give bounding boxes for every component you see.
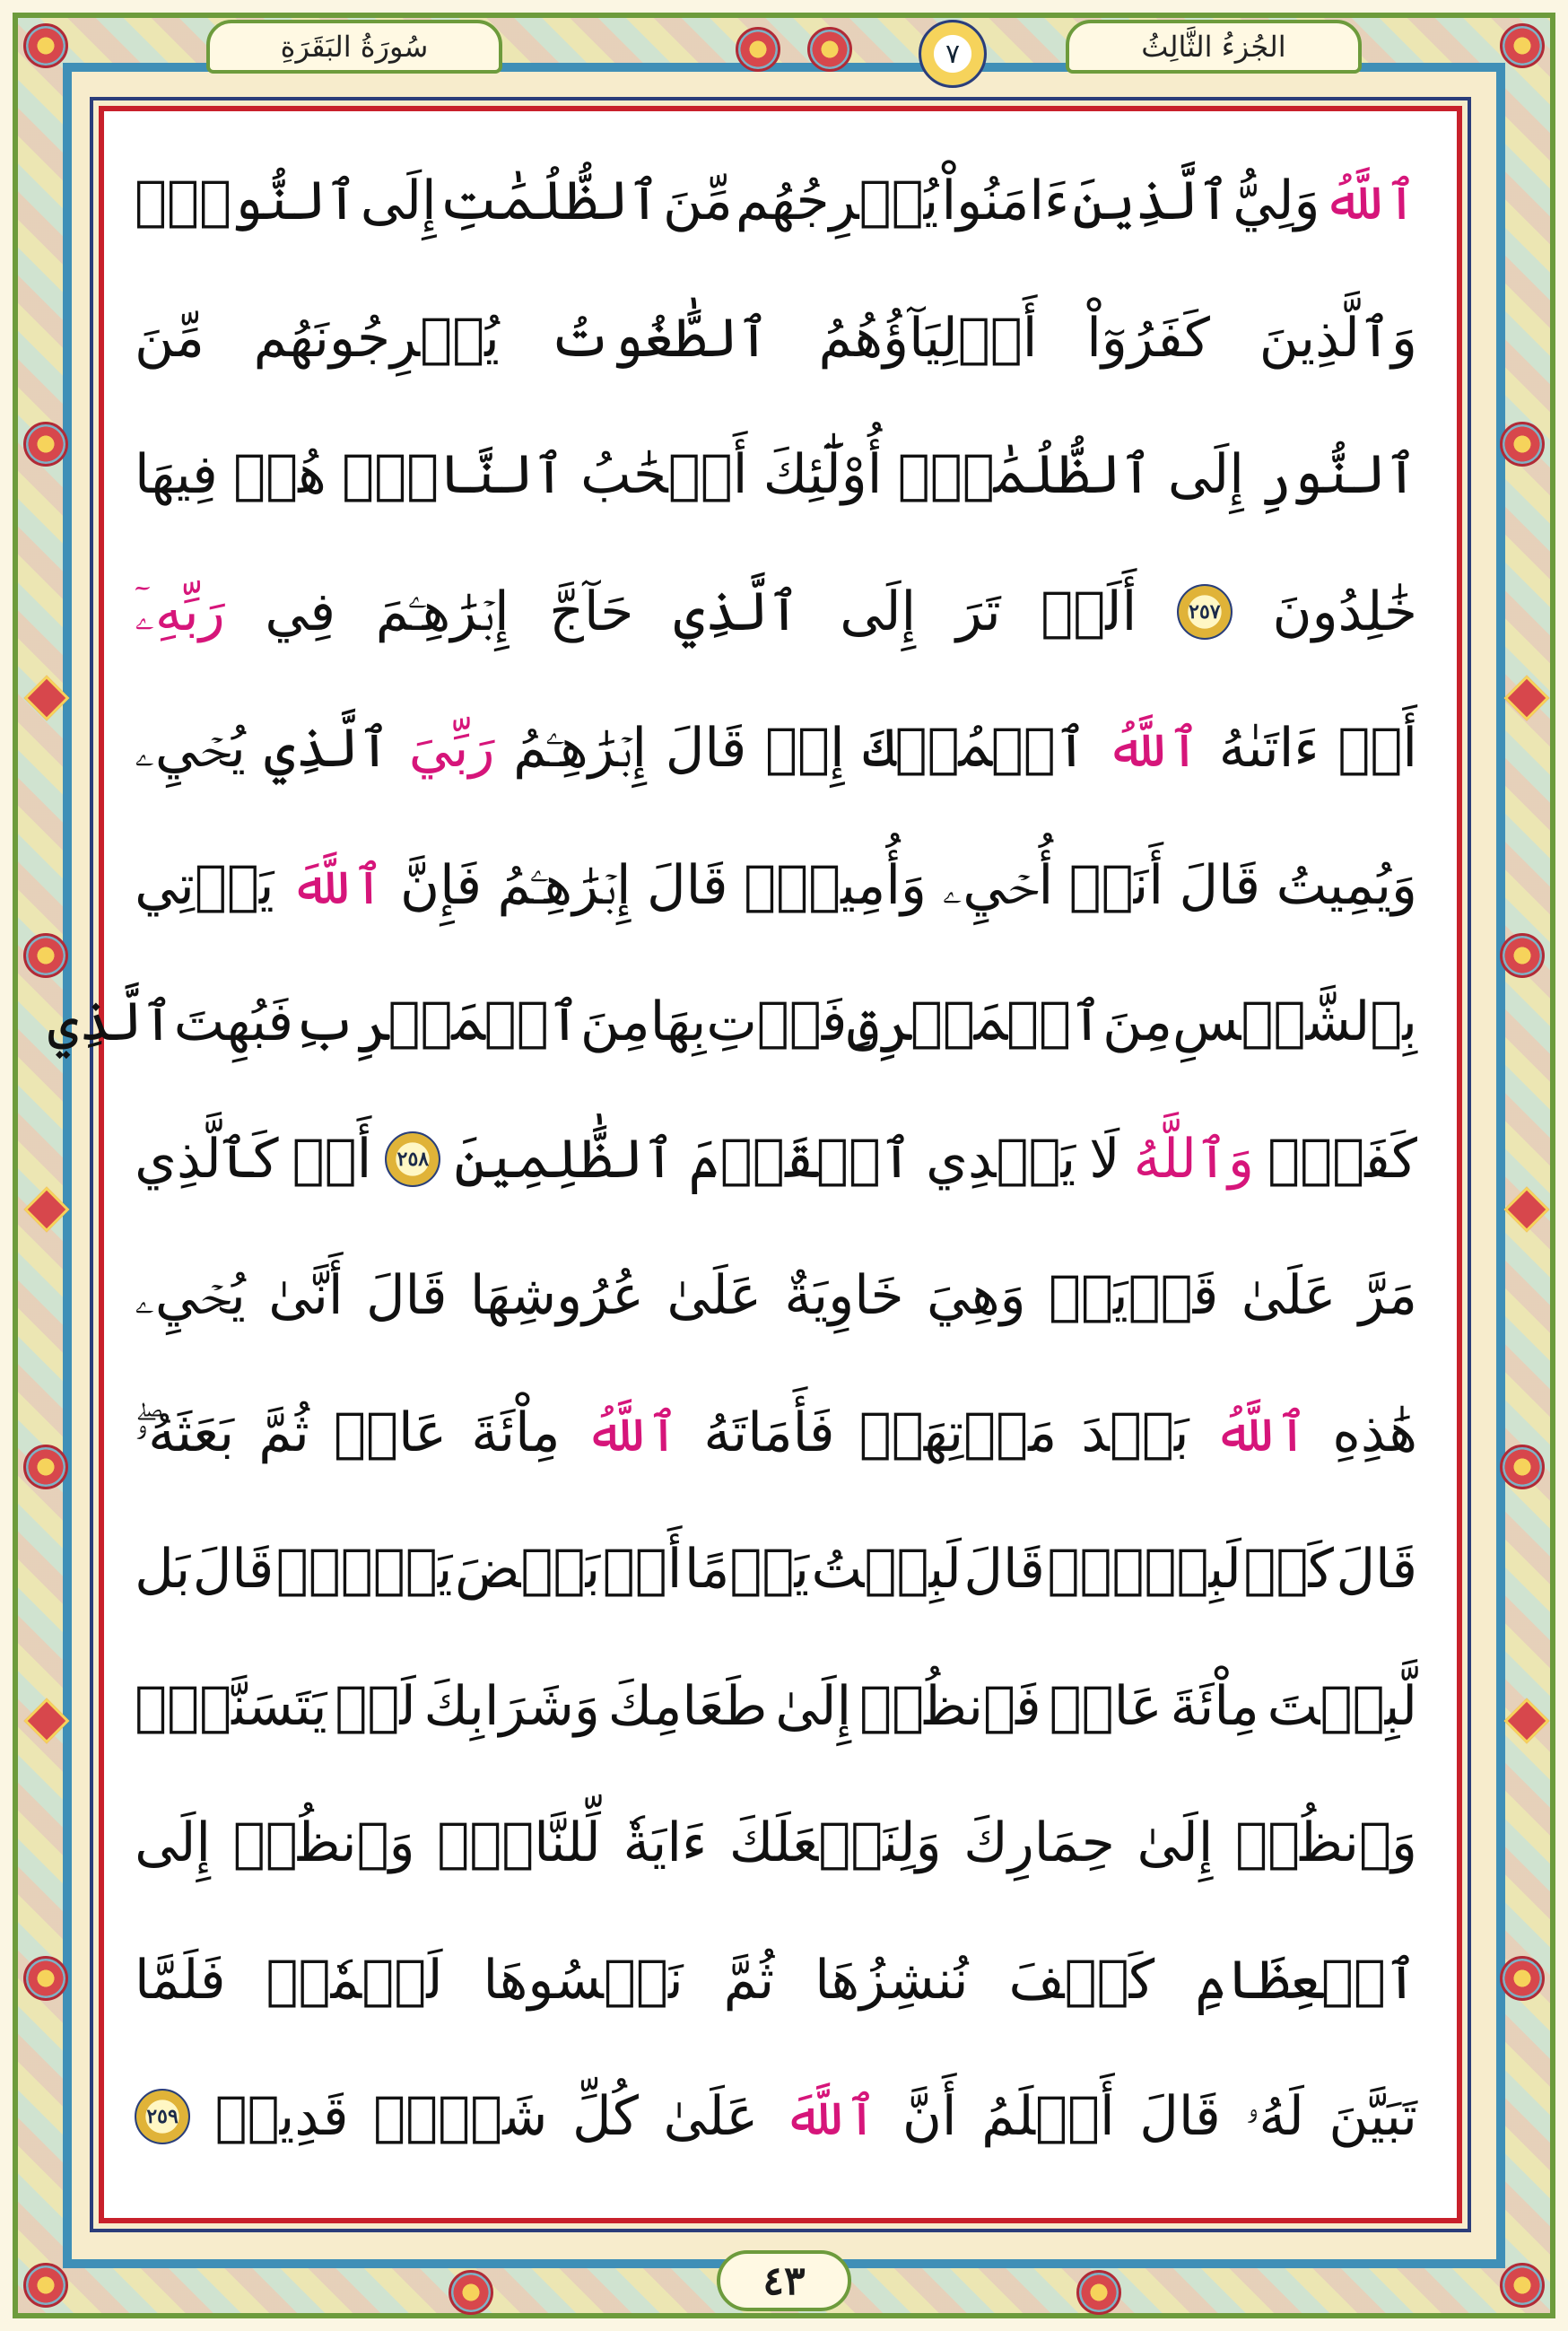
rosette-ornament bbox=[1500, 1956, 1545, 2001]
text-line bbox=[135, 680, 1417, 817]
word: فَٱنظُرۡ bbox=[859, 1674, 1041, 1738]
word: أَنَا۠ bbox=[1068, 853, 1164, 917]
word: ءَايَةٗ bbox=[623, 1812, 708, 1875]
word: ءَامَنُواْ bbox=[941, 170, 1070, 233]
rosette-ornament bbox=[807, 27, 852, 72]
word: ٱلَّذِي bbox=[264, 717, 391, 781]
word: أَوۡلِيَآؤُهُمُ bbox=[818, 306, 1038, 370]
word: مِاْئَةَ bbox=[1170, 1674, 1259, 1738]
text-line bbox=[135, 1091, 1417, 1228]
word: وَشَرَابِكَ bbox=[423, 1674, 600, 1738]
word: ٱلنَّارِۖ bbox=[342, 443, 565, 507]
word: ٱلۡقَوۡمَ bbox=[688, 1127, 913, 1191]
word: ٱلظُّلُمَٰتِۗ bbox=[897, 443, 1153, 507]
word: وَلِنَجۡعَلَكَ bbox=[728, 1812, 942, 1875]
word: ٱلطَّٰغُوتُ bbox=[548, 306, 770, 370]
word: لَمۡ bbox=[335, 1674, 416, 1738]
word: يُخۡرِجُهُم bbox=[735, 170, 939, 233]
text-line bbox=[135, 817, 1417, 955]
text-line bbox=[135, 270, 1417, 407]
text-line bbox=[135, 1227, 1417, 1365]
quran-text-block bbox=[48, 133, 1417, 2196]
word: إِلَى bbox=[360, 170, 437, 233]
word: ثُمَّ bbox=[258, 1401, 309, 1464]
word: عَلَىٰ bbox=[666, 1264, 762, 1328]
word: ٱلنُّورِ bbox=[1259, 443, 1417, 507]
word: فَأَمَاتَهُ bbox=[703, 1401, 835, 1464]
word: لَهُۥ bbox=[1245, 2085, 1304, 2149]
word: قَالَ bbox=[1179, 853, 1261, 917]
word: إِلَى bbox=[135, 1812, 212, 1875]
word: ءَاتَىٰهُ bbox=[1218, 717, 1320, 781]
text-line bbox=[135, 406, 1417, 544]
word: بَل bbox=[135, 1538, 191, 1602]
word: أَصۡحَٰبُ bbox=[580, 443, 748, 507]
word: هَٰذِهِ bbox=[1332, 1401, 1417, 1464]
word: أَوۡ bbox=[602, 1538, 683, 1602]
word: ٱلۡعِظَامِ bbox=[1195, 1948, 1417, 2012]
word: نَكۡسُوهَا bbox=[483, 1948, 684, 2012]
word: أَوۡ bbox=[292, 1127, 372, 1191]
word: ٱلَّذِي bbox=[674, 580, 800, 643]
word: كَمۡ bbox=[1243, 1538, 1334, 1602]
word: بَعۡضَ bbox=[455, 1538, 601, 1602]
word: مِنَ bbox=[579, 991, 650, 1054]
word: خَاوِيَةٌ bbox=[784, 1264, 904, 1328]
rosette-ornament bbox=[1500, 23, 1545, 68]
word: ٱلظُّلُمَٰتِ bbox=[439, 170, 660, 233]
word: وَلِيُّ bbox=[1233, 170, 1320, 233]
word: أَنَّىٰ bbox=[268, 1264, 344, 1328]
word: وَٱلَّذِينَ bbox=[1259, 306, 1417, 370]
ayah-number-marker: ٢٥٨ bbox=[385, 1131, 440, 1187]
word: كَٱلَّذِي bbox=[135, 1127, 279, 1191]
word: قَدِيرٞ bbox=[214, 2085, 349, 2149]
word: مِّنَ bbox=[135, 306, 205, 370]
word: أَلَمۡ bbox=[1041, 580, 1137, 643]
word: نُنشِزُهَا bbox=[814, 1948, 969, 2012]
text-line bbox=[135, 1501, 1417, 1638]
word: هُمۡ bbox=[233, 443, 327, 507]
rosette-ornament bbox=[1500, 422, 1545, 467]
word: أُوْلَٰٓئِكَ bbox=[762, 443, 883, 507]
text-line bbox=[135, 544, 1417, 681]
highlighted-word: ٱللَّهُ bbox=[1322, 170, 1417, 233]
word: إِذۡ bbox=[765, 717, 845, 781]
word: طَعَامِكَ bbox=[607, 1674, 768, 1738]
word: عَامٖ bbox=[334, 1401, 448, 1464]
surah-name-label: سُورَةُ البَقَرَةِ bbox=[206, 20, 502, 74]
word: خَٰلِدُونَ bbox=[1272, 580, 1417, 643]
highlighted-word: ٱللَّهُ bbox=[1105, 717, 1201, 781]
word: ٱلۡمَشۡرِقِ bbox=[847, 991, 1103, 1054]
highlighted-word: وَٱللَّهُ bbox=[1133, 1127, 1255, 1191]
word: ٱلظَّٰلِمِينَ bbox=[454, 1127, 675, 1191]
word: لِّلنَّاسِۖ bbox=[437, 1812, 601, 1875]
text-line bbox=[135, 1638, 1417, 1776]
word: قَالَ bbox=[192, 1538, 274, 1602]
word: كَفَرَۗ bbox=[1267, 1127, 1417, 1191]
word: كَيۡفَ bbox=[1008, 1948, 1155, 2012]
ayah-number-marker: ٢٥٧ bbox=[1177, 584, 1233, 640]
word: حِمَارِكَ bbox=[963, 1812, 1115, 1875]
word: بِٱلشَّمۡسِ bbox=[1172, 991, 1417, 1054]
hizb-marker: ٧ bbox=[919, 20, 987, 88]
word: لَحۡمٗاۚ bbox=[266, 1948, 443, 2012]
rosette-ornament bbox=[736, 27, 780, 72]
text-line bbox=[135, 1775, 1417, 1912]
word: أَعۡلَمُ bbox=[981, 2085, 1115, 2149]
word: قَرۡيَةٖ bbox=[1048, 1264, 1219, 1328]
word: يَوۡمًا bbox=[684, 1538, 810, 1602]
word: إِبۡرَٰهِـۧمُ bbox=[497, 853, 632, 917]
word: لَبِثۡتُ bbox=[811, 1538, 962, 1602]
word: يُحۡيِۦ bbox=[135, 1264, 246, 1328]
word: يَأۡتِي bbox=[135, 853, 274, 917]
word: مَوۡتِهَاۖ bbox=[858, 1401, 1058, 1464]
word: عَلَىٰ bbox=[663, 2085, 759, 2149]
word: كَفَرُوٓاْ bbox=[1086, 306, 1210, 370]
word: قَالَ bbox=[1336, 1538, 1417, 1602]
word: وَٱنظُرۡ bbox=[232, 1812, 415, 1875]
rosette-ornament bbox=[1500, 1445, 1545, 1489]
word: بَعَثَهُۥۖ bbox=[135, 1401, 235, 1464]
rosette-ornament bbox=[23, 2263, 68, 2308]
word: يُخۡرِجُونَهُم bbox=[253, 306, 500, 370]
rosette-ornament bbox=[23, 1956, 68, 2001]
word: مِاْئَةَ bbox=[471, 1401, 561, 1464]
rosette-ornament bbox=[449, 2270, 493, 2315]
word: أَنَّ bbox=[902, 2085, 957, 2149]
word: مِنَ bbox=[1102, 991, 1172, 1054]
word: قَالَ bbox=[963, 1538, 1045, 1602]
rosette-ornament bbox=[23, 422, 68, 467]
word: شَيۡءٖ bbox=[373, 2085, 548, 2149]
word: قَالَ bbox=[665, 717, 747, 781]
word: وَأُمِيتُۖ bbox=[744, 853, 927, 917]
word: عَامٖ bbox=[1049, 1674, 1163, 1738]
rosette-ornament bbox=[1500, 2263, 1545, 2308]
highlighted-word: رَبِّهِۦٓ bbox=[135, 580, 225, 643]
highlighted-word: ٱللَّهَ bbox=[782, 2085, 878, 2149]
word: إِلَىٰ bbox=[775, 1674, 852, 1738]
juz-label: الجُزءُ الثَّالِثُ bbox=[1066, 20, 1362, 74]
word: إِلَى bbox=[840, 580, 917, 643]
word: فَأۡتِ bbox=[706, 991, 848, 1054]
word: يُحۡيِۦ bbox=[135, 717, 246, 781]
text-line bbox=[135, 2048, 1417, 2186]
word: مَرَّ bbox=[1358, 1264, 1417, 1328]
word: وَيُمِيتُ bbox=[1276, 853, 1417, 917]
word: ٱلَّذِينَ bbox=[1072, 170, 1231, 233]
word: كُلِّ bbox=[571, 2085, 639, 2149]
rosette-ornament bbox=[23, 1445, 68, 1489]
word: يَهۡدِي bbox=[926, 1127, 1076, 1191]
word: وَٱنظُرۡ bbox=[1235, 1812, 1417, 1875]
word: لَّبِثۡتَ bbox=[1267, 1674, 1417, 1738]
word: ٱلۡمَغۡرِبِ bbox=[293, 991, 580, 1054]
page-number: ٤٣ bbox=[717, 2250, 851, 2311]
text-line bbox=[135, 1365, 1417, 1502]
word: بِهَا bbox=[649, 991, 707, 1054]
text-line bbox=[48, 954, 1417, 1091]
word: فَإِنَّ bbox=[400, 853, 483, 917]
word: تَبَيَّنَ bbox=[1328, 2085, 1417, 2149]
rosette-ornament bbox=[23, 933, 68, 978]
text-line bbox=[135, 133, 1417, 270]
word: ٱلَّذِي bbox=[48, 991, 174, 1054]
word: وَهِيَ bbox=[926, 1264, 1026, 1328]
rosette-ornament bbox=[23, 23, 68, 68]
word: ثُمَّ bbox=[723, 1948, 775, 2012]
word: فِيهَا bbox=[135, 443, 218, 507]
word: قَالَ bbox=[647, 853, 728, 917]
word: إِلَىٰ bbox=[1137, 1812, 1214, 1875]
word: عُرُوشِهَا bbox=[469, 1264, 644, 1328]
word: فَلَمَّا bbox=[135, 1948, 226, 2012]
word: فِي bbox=[265, 580, 336, 643]
word: ٱلنُّورِۖ bbox=[135, 170, 358, 233]
rosette-ornament bbox=[1076, 2270, 1121, 2315]
highlighted-word: ٱللَّهُ bbox=[584, 1401, 680, 1464]
rosette-ornament bbox=[1500, 933, 1545, 978]
word: إِلَى bbox=[1167, 443, 1244, 507]
word: إِبۡرَٰهِـۧمُ bbox=[513, 717, 648, 781]
word: بَعۡدَ bbox=[1081, 1401, 1189, 1464]
word: قَالَ bbox=[365, 1264, 448, 1328]
word: فَبُهِتَ bbox=[173, 991, 294, 1054]
text-line bbox=[135, 1912, 1417, 2049]
ayah-number-marker: ٢٥٩ bbox=[135, 2089, 190, 2144]
word: يَتَسَنَّهۡۖ bbox=[135, 1674, 327, 1738]
word: أَنۡ bbox=[1337, 717, 1417, 781]
word: قَالَ bbox=[1139, 2085, 1221, 2149]
word: ٱلۡمُلۡكَ bbox=[863, 717, 1087, 781]
word: لَبِثۡتَۖ bbox=[1047, 1538, 1241, 1602]
word: يَوۡمٖۖ bbox=[275, 1538, 453, 1602]
highlighted-word: ٱللَّهَ bbox=[290, 853, 385, 917]
word: تَرَ bbox=[955, 580, 1001, 643]
word: حَآجَّ bbox=[549, 580, 634, 643]
word: عَلَىٰ bbox=[1241, 1264, 1337, 1328]
highlighted-word: رَبِّيَ bbox=[408, 717, 495, 781]
word: إِبۡرَٰهِـۧمَ bbox=[375, 580, 510, 643]
word: مِّنَ bbox=[662, 170, 733, 233]
highlighted-word: ٱللَّهُ bbox=[1213, 1401, 1309, 1464]
word: أُحۡيِۦ bbox=[942, 853, 1054, 917]
word: لَا bbox=[1089, 1127, 1120, 1191]
